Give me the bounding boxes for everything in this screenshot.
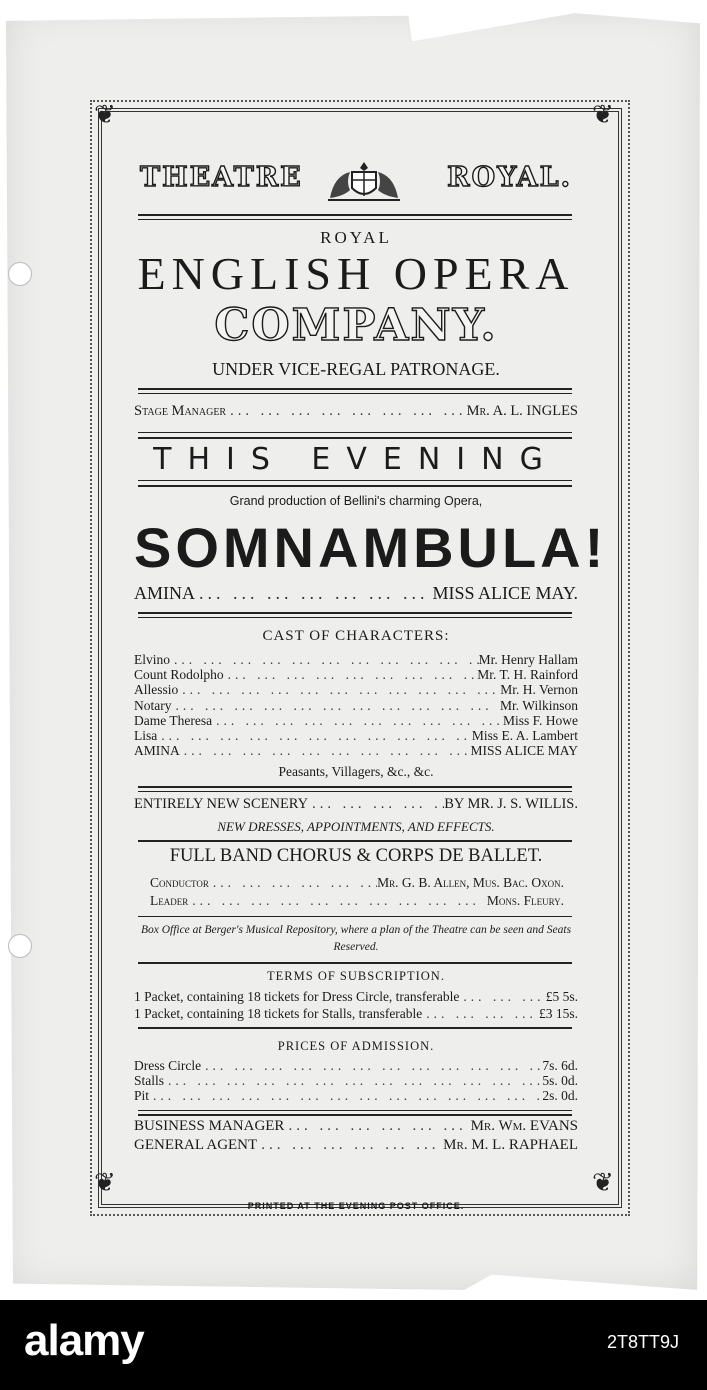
production-subtitle: Grand production of Bellini's charming Opera, (229, 494, 483, 508)
opera-title: SOMNAMBULA! (134, 516, 608, 579)
terms-list (134, 988, 578, 1022)
cast-row: Lisa ... . Miss E. A. Lambert (134, 728, 578, 743)
watermark-id: 2T8TT9J (606, 1332, 679, 1352)
printer-line: PRINTED AT THE EVENING POST OFFICE. (247, 1201, 465, 1211)
prices-list (134, 1058, 578, 1104)
management-row: GENERAL AGENT ... . Mr. M. L. RAPHAEL (134, 1136, 578, 1155)
corner-ornament-icon: ❦ (94, 1168, 116, 1197)
scenery-line: ENTIRELY NEW SCENERY ... . BY MR. J. S. WILLIS. (134, 797, 578, 812)
divider (138, 786, 572, 788)
theatre-header (134, 158, 578, 202)
header-left: THEATRE (140, 162, 303, 193)
patronage: UNDER VICE-REGAL PATRONAGE. (212, 359, 500, 379)
prices-title: PRICES OF ADMISSION. (277, 1039, 435, 1053)
company-name-line2: COMPANY. (214, 300, 498, 351)
divider (138, 617, 572, 618)
dresses-line: NEW DRESSES, APPOINTMENTS, AND EFFECTS. (217, 819, 495, 834)
management-row: BUSINESS MANAGER ... . Mr. Wm. EVANS (134, 1117, 578, 1136)
corner-ornament-icon: ❦ (94, 100, 116, 129)
divider (138, 1027, 572, 1029)
cast-extras: Peasants, Villagers, &c., &c. (278, 764, 434, 779)
stock-footer (0, 1300, 707, 1390)
watermark-logo: alamy (24, 1316, 144, 1365)
divider (138, 791, 572, 792)
header-right: ROYAL. (447, 162, 572, 193)
price-row: Stalls ... . 5s. 0d. (134, 1073, 578, 1088)
punch-hole (8, 934, 32, 958)
cast-list (134, 652, 578, 758)
box-office-note: Box Office at Berger's Musical Repository, where a plan of the Theatre can be seen and Seats Reserved. (140, 924, 572, 953)
terms-row: 1 Packet, containing 18 tickets for Stalls, transferable ... . £3 15s. (134, 1005, 578, 1022)
band-list (150, 874, 564, 910)
divider (138, 1110, 572, 1111)
terms-row: 1 Packet, containing 18 tickets for Dress Circle, transferable ... . £5 5s. (134, 988, 578, 1005)
company-name-line1: ENGLISH OPERA (137, 248, 575, 299)
band-row: Leader ... . Mons. Fleury. (150, 892, 564, 910)
divider (138, 437, 572, 439)
management-list (134, 1117, 578, 1155)
divider (138, 219, 572, 220)
divider (138, 1114, 572, 1116)
price-row: Dress Circle ... . 7s. 6d. (134, 1058, 578, 1073)
cast-row: Dame Theresa ... . Miss F. Howe (134, 713, 578, 728)
divider (138, 214, 572, 216)
corner-ornament-icon: ❦ (592, 100, 614, 129)
cast-row: Elvino ... . Mr. Henry Hallam (134, 652, 578, 667)
band-row: Conductor ... . Mr. G. B. Allen, Mus. Bac. Oxon. (150, 874, 564, 892)
royal-coat-of-arms-icon (322, 158, 406, 204)
royal-label: ROYAL (320, 228, 392, 247)
cast-row: Notary ... . Mr. Wilkinson (134, 698, 578, 713)
stage-manager-line: Stage Manager ... . Mr. A. L. INGLES (134, 404, 578, 419)
divider (138, 916, 572, 917)
divider (138, 432, 572, 433)
divider (138, 388, 572, 390)
cast-title: CAST OF CHARACTERS: (262, 628, 450, 644)
this-evening: THIS EVENING (153, 442, 559, 477)
cast-row: AMINA ... . MISS ALICE MAY (134, 743, 578, 758)
terms-title: TERMS OF SUBSCRIPTION. (267, 969, 445, 983)
divider (138, 840, 572, 842)
band-title: FULL BAND CHORUS & CORPS DE BALLET. (169, 846, 543, 866)
price-row: Pit ... . 2s. 0d. (134, 1088, 578, 1103)
cast-row: Count Rodolpho ... . Mr. T. H. Rainford (134, 667, 578, 682)
divider (138, 612, 572, 614)
divider (138, 480, 572, 481)
divider (138, 485, 572, 487)
cast-row: Allessio ... . Mr. H. Vernon (134, 682, 578, 697)
lead-role-line: AMINA ... . MISS ALICE MAY. (134, 583, 578, 603)
divider (138, 393, 572, 394)
divider (138, 962, 572, 964)
punch-hole (8, 262, 32, 286)
corner-ornament-icon: ❦ (592, 1168, 614, 1197)
